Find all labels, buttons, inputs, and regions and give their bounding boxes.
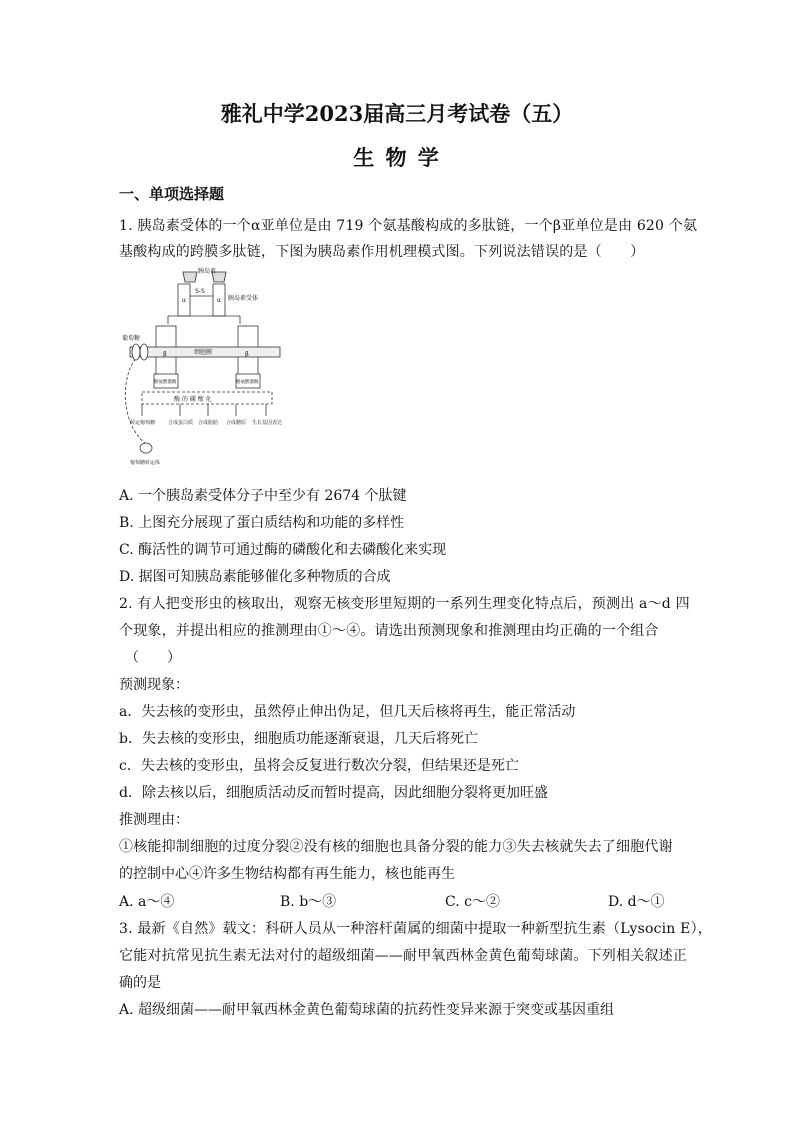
q2-stem-line1: 2. 有人把变形虫的核取出，观察无核变形里短期的一系列生理变化特点后，预测出 a～d 四 bbox=[119, 596, 690, 612]
q1-stem-line1: 1. 胰岛素受体的一个α亚单位是由 719 个氨基酸构成的多肽链，一个β亚单位是由 620 个氨 bbox=[119, 218, 698, 234]
q2-reason-line2: 的控制中心④许多生物结构都有再生能力，核也能再生 bbox=[119, 866, 455, 882]
fig-out-4: 合成糖原 bbox=[226, 420, 247, 426]
q2-stem-line2: 个现象，并提出相应的推测理由①～④。请选出预测现象和推测理由均正确的一个组合 bbox=[119, 623, 659, 639]
q2-reason-line1: ①核能抑制细胞的过度分裂②没有核的细胞也具备分裂的能力③失去核就失去了细胞代谢 bbox=[119, 839, 673, 855]
fig-membrane-label: 细胞膜 bbox=[194, 349, 213, 356]
fig-kinase-right: 酪氨酸激酶 bbox=[236, 380, 259, 385]
q2-option-d[interactable]: D. d～① bbox=[608, 894, 665, 910]
q2-predict-a: a．失去核的变形虫，虽然停止伸出伪足，但几天后核将再生，能正常活动 bbox=[119, 704, 576, 720]
q3-stem-line3: 确的是 bbox=[119, 975, 161, 991]
exam-title: 雅礼中学2023届高三月考试卷（五） bbox=[220, 101, 574, 126]
fig-alpha-right: α bbox=[217, 297, 221, 304]
q1-stem-line2: 基酸构成的跨膜多肽链，下图为胰岛素作用机理模式图。下列说法错误的是（ ） bbox=[119, 244, 645, 260]
fig-phosphorylation: 酶 的 磷 酸 化 bbox=[174, 396, 212, 403]
fig-beta-right: β bbox=[245, 351, 249, 358]
q1-option-b[interactable]: B. 上图充分展现了蛋白质结构和功能的多样性 bbox=[119, 515, 405, 531]
q3-option-a[interactable]: A. 超级细菌——耐甲氧西林金黄色葡萄球菌的抗药性变异来源于突变或基因重组 bbox=[119, 1002, 615, 1018]
q2-predict-b: b．失去核的变形虫，细胞质功能逐渐衰退，几天后将死亡 bbox=[119, 731, 478, 747]
fig-transporter-label: 葡萄糖转运体 bbox=[130, 460, 161, 466]
fig-insulin-label: 胰岛素 bbox=[198, 268, 217, 275]
q2-stem-line3: （ ） bbox=[125, 650, 181, 666]
fig-ss-top: S-S bbox=[195, 288, 205, 295]
fig-glucose-label: 葡萄糖 bbox=[122, 335, 141, 342]
q2-predict-d: d．除去核以后，细胞质活动反而暂时提高，因此细胞分裂将更加旺盛 bbox=[119, 785, 548, 801]
q1-option-a[interactable]: A. 一个胰岛素受体分子中至少有 2674 个肽键 bbox=[119, 488, 407, 504]
q1-option-d[interactable]: D. 据图可知胰岛素能够催化多种物质的合成 bbox=[119, 569, 391, 585]
q2-reason-label: 推测理由： bbox=[119, 812, 189, 828]
fig-receptor-label: 胰岛素受体 bbox=[228, 295, 259, 302]
q2-predict-c: c．失去核的变形虫，虽将会反复进行数次分裂，但结果还是死亡 bbox=[119, 758, 519, 774]
q3-stem-line2: 它能对抗常见抗生素无法对付的超级细菌——耐甲氧西林金黄色葡萄球菌。下列相关叙述正 bbox=[119, 948, 687, 964]
q2-option-a[interactable]: A. a～④ bbox=[119, 894, 175, 910]
fig-out-5: 生长基因表达 bbox=[252, 420, 283, 426]
q2-predict-label: 预测现象： bbox=[119, 677, 189, 693]
q1-option-c[interactable]: C. 酶活性的调节可通过酶的磷酸化和去磷酸化来实现 bbox=[119, 542, 447, 558]
fig-alpha-left: α bbox=[182, 297, 186, 304]
fig-out-3: 合成脂肪 bbox=[198, 420, 219, 426]
subject-title: 生 物 学 bbox=[353, 145, 441, 170]
fig-beta-left: β bbox=[163, 351, 167, 358]
fig-kinase-left: 酪氨酸激酶 bbox=[154, 380, 177, 385]
q3-stem-line1: 3. 最新《自然》载文：科研人员从一种溶杆菌属的细菌中提取一种新型抗生素（Lysocin E）， bbox=[119, 921, 712, 937]
fig-out-1: 转运葡萄糖 bbox=[130, 420, 156, 426]
q2-option-c[interactable]: C. c～② bbox=[445, 894, 500, 910]
fig-out-2: 合成蛋白质 bbox=[168, 420, 194, 426]
insulin-mechanism-figure bbox=[120, 264, 290, 474]
q2-option-b[interactable]: B. b～③ bbox=[280, 894, 337, 910]
section-heading: 一、单项选择题 bbox=[119, 185, 225, 203]
